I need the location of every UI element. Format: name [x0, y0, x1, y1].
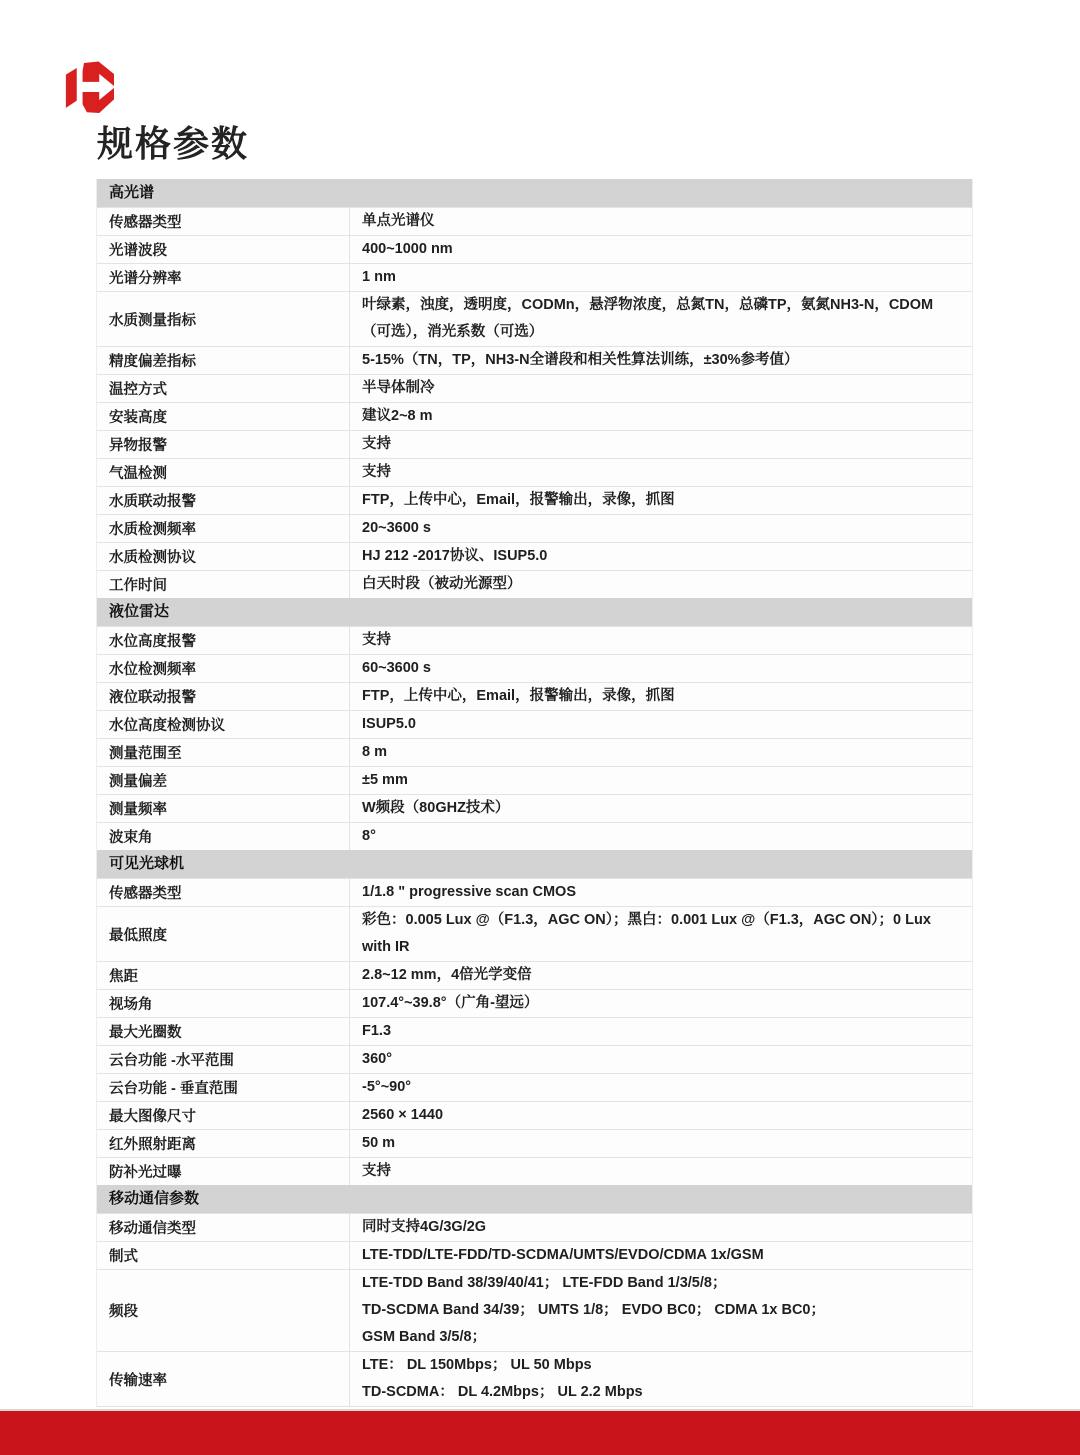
- row-value-line: 360°: [362, 1051, 392, 1067]
- row-value-line: LTE： DL 150Mbps； UL 50 Mbps: [362, 1357, 592, 1373]
- table-row: [97, 346, 972, 374]
- table-row: [97, 906, 972, 961]
- row-label: 云台功能 -水平范围: [109, 1053, 234, 1069]
- row-label: 工作时间: [109, 578, 167, 594]
- row-label: 水质检测协议: [109, 550, 196, 566]
- row-value: [349, 739, 972, 766]
- row-value: [349, 767, 972, 794]
- row-label: 水位高度检测协议: [109, 718, 225, 734]
- row-value: [349, 1214, 972, 1241]
- row-value: [349, 571, 972, 598]
- row-label: 最低照度: [109, 927, 167, 944]
- row-value: [349, 208, 972, 235]
- row-value-line: 单点光谱仪: [362, 213, 435, 229]
- row-label: 光谱波段: [109, 243, 167, 259]
- row-label: 精度偏差指标: [109, 354, 196, 370]
- row-value-line: HJ 212 -2017协议、ISUP5.0: [362, 548, 548, 564]
- table-row: [97, 766, 972, 794]
- row-value: [349, 1242, 972, 1269]
- row-value-line: F1.3: [362, 1023, 392, 1039]
- row-label: 传输速率: [109, 1372, 167, 1389]
- row-value: [349, 403, 972, 430]
- row-value-line: 8 m: [362, 744, 387, 760]
- row-value: [349, 487, 972, 514]
- row-label: 移动通信类型: [109, 1221, 196, 1237]
- row-label: 异物报警: [109, 438, 167, 454]
- row-label: 最大图像尺寸: [109, 1109, 196, 1125]
- section-header: 液位雷达: [97, 598, 972, 626]
- table-row: [97, 794, 972, 822]
- row-value-line: 半导体制冷: [362, 380, 435, 396]
- row-value-line: 2.8~12 mm，4倍光学变倍: [362, 967, 532, 983]
- row-value-line: 支持: [362, 632, 391, 648]
- row-value: [349, 879, 972, 906]
- section-header: 移动通信参数: [97, 1185, 972, 1213]
- row-value: [349, 711, 972, 738]
- table-row: [97, 626, 972, 654]
- row-value: [349, 375, 972, 402]
- table-row: [97, 710, 972, 738]
- row-label: 最大光圈数: [109, 1025, 182, 1041]
- row-value: [349, 459, 972, 486]
- row-value: [349, 990, 972, 1017]
- row-label: 红外照射距离: [109, 1137, 196, 1153]
- row-value-line: 5-15%（TN，TP，NH3-N全谱段和相关性算法训练，±30%参考值）: [362, 352, 799, 368]
- spec-table: [96, 179, 973, 1407]
- row-label: 液位联动报警: [109, 690, 196, 706]
- row-value: [349, 1102, 972, 1129]
- row-value: [349, 1074, 972, 1101]
- row-value-line: 20~3600 s: [362, 520, 431, 536]
- row-value-line: 50 m: [362, 1135, 396, 1151]
- row-value-line: 建议2~8 m: [362, 408, 433, 424]
- row-label: 水质检测频率: [109, 522, 196, 538]
- row-value: [349, 962, 972, 989]
- row-value-line: 彩色：0.005 Lux @（F1.3，AGC ON）；黑白：0.001 Lux @（F1.3，AGC ON）；0 Lux with IR: [362, 912, 931, 955]
- row-value: [349, 1158, 972, 1185]
- table-row: [97, 430, 972, 458]
- brand-logo-icon: [54, 55, 114, 113]
- table-row: [97, 682, 972, 710]
- row-value-line: TD-SCDMA： DL 4.2Mbps； UL 2.2 Mbps: [362, 1384, 643, 1400]
- row-value-line: 同时支持4G/3G/2G: [362, 1219, 487, 1235]
- table-row: [97, 235, 972, 263]
- row-label: 水质联动报警: [109, 494, 196, 510]
- table-row: [97, 961, 972, 989]
- table-row: [97, 458, 972, 486]
- table-row: [97, 1017, 972, 1045]
- table-row: [97, 291, 972, 346]
- row-value: [349, 1046, 972, 1073]
- row-value: [349, 236, 972, 263]
- row-value-line: LTE-TDD Band 38/39/40/41； LTE-FDD Band 1/3/5/8；: [362, 1275, 727, 1291]
- page-title: 规格参数: [97, 123, 250, 164]
- row-value: [349, 515, 972, 542]
- row-value-line: 1 nm: [362, 269, 396, 285]
- table-row: [97, 542, 972, 570]
- row-value-line: 8°: [362, 828, 376, 844]
- row-value: [349, 823, 972, 850]
- row-value-line: 叶绿素，浊度，透明度，CODMn，悬浮物浓度，总氮TN，总磷TP，氨氮NH3-N，CDOM（可选），消光系数（可选）: [362, 297, 934, 340]
- table-row: [97, 514, 972, 542]
- row-value-line: LTE-TDD/LTE-FDD/TD-SCDMA/UMTS/EVDO/CDMA 1x/GSM: [362, 1247, 764, 1263]
- row-label: 测量频率: [109, 802, 167, 818]
- table-row: [97, 374, 972, 402]
- table-row: [97, 263, 972, 291]
- row-value-line: W频段（80GHZ技术）: [362, 800, 510, 816]
- table-row: [97, 1213, 972, 1241]
- row-value-line: 60~3600 s: [362, 660, 431, 676]
- table-row: [97, 1045, 972, 1073]
- row-value-line: 107.4°~39.8°（广角-望远）: [362, 995, 539, 1011]
- row-value-line: ±5 mm: [362, 772, 408, 788]
- row-label: 气温检测: [109, 466, 167, 482]
- table-row: [97, 654, 972, 682]
- table-row: [97, 878, 972, 906]
- table-row: [97, 570, 972, 598]
- row-value-line: TD-SCDMA Band 34/39； UMTS 1/8； EVDO BC0； CDMA 1x BC0；: [362, 1302, 826, 1318]
- row-value-line: -5°~90°: [362, 1079, 412, 1095]
- table-row: [97, 822, 972, 850]
- row-value: [349, 1352, 972, 1406]
- row-label: 焦距: [109, 969, 138, 985]
- row-value: [349, 627, 972, 654]
- row-value: [349, 1130, 972, 1157]
- footer-red-bar: [0, 1411, 1080, 1455]
- table-row: [97, 1073, 972, 1101]
- row-label: 测量范围至: [109, 746, 182, 762]
- row-value: [349, 1270, 972, 1351]
- row-value-line: 白天时段（被动光源型）: [362, 576, 522, 592]
- table-row: [97, 1157, 972, 1185]
- row-label: 安装高度: [109, 410, 167, 426]
- table-row: [97, 1129, 972, 1157]
- row-value-line: GSM Band 3/5/8；: [362, 1329, 487, 1345]
- table-row: [97, 989, 972, 1017]
- row-label: 水质测量指标: [109, 312, 196, 329]
- row-value: [349, 683, 972, 710]
- table-row: [97, 1351, 972, 1406]
- row-value: [349, 264, 972, 291]
- row-label: 传感器类型: [109, 886, 182, 902]
- table-row: [97, 1101, 972, 1129]
- row-label: 视场角: [109, 997, 153, 1013]
- row-label: 频段: [109, 1304, 138, 1320]
- row-label: 制式: [109, 1249, 138, 1265]
- row-value-line: 2560 × 1440: [362, 1107, 444, 1123]
- row-label: 波束角: [109, 830, 153, 846]
- row-label: 云台功能 - 垂直范围: [109, 1081, 238, 1097]
- row-value-line: 支持: [362, 436, 391, 452]
- row-value-line: 400~1000 nm: [362, 241, 453, 257]
- table-row: [97, 1269, 972, 1351]
- row-value: [349, 1018, 972, 1045]
- row-value: [349, 907, 972, 961]
- row-value: [349, 431, 972, 458]
- row-label: 温控方式: [109, 382, 167, 398]
- row-value: [349, 292, 972, 346]
- row-label: 光谱分辨率: [109, 271, 182, 287]
- table-row: [97, 402, 972, 430]
- row-value: [349, 543, 972, 570]
- section-header: 可见光球机: [97, 850, 972, 878]
- table-row: [97, 1241, 972, 1269]
- row-value-line: 支持: [362, 464, 391, 480]
- row-value-line: ISUP5.0: [362, 716, 416, 732]
- section-header: 高光谱: [97, 179, 972, 207]
- row-value-line: FTP，上传中心，Email，报警输出，录像，抓图: [362, 492, 675, 508]
- table-row: [97, 486, 972, 514]
- row-value-line: 支持: [362, 1163, 391, 1179]
- row-value: [349, 347, 972, 374]
- row-label: 测量偏差: [109, 774, 167, 790]
- table-row: [97, 738, 972, 766]
- table-row: [97, 207, 972, 235]
- row-label: 水位高度报警: [109, 634, 196, 650]
- row-value-line: 1/1.8 " progressive scan CMOS: [362, 884, 576, 900]
- row-value-line: FTP，上传中心，Email，报警输出，录像，抓图: [362, 688, 675, 704]
- row-label: 水位检测频率: [109, 662, 196, 678]
- row-label: 传感器类型: [109, 215, 182, 231]
- row-label: 防补光过曝: [109, 1165, 182, 1181]
- row-value: [349, 795, 972, 822]
- row-value: [349, 655, 972, 682]
